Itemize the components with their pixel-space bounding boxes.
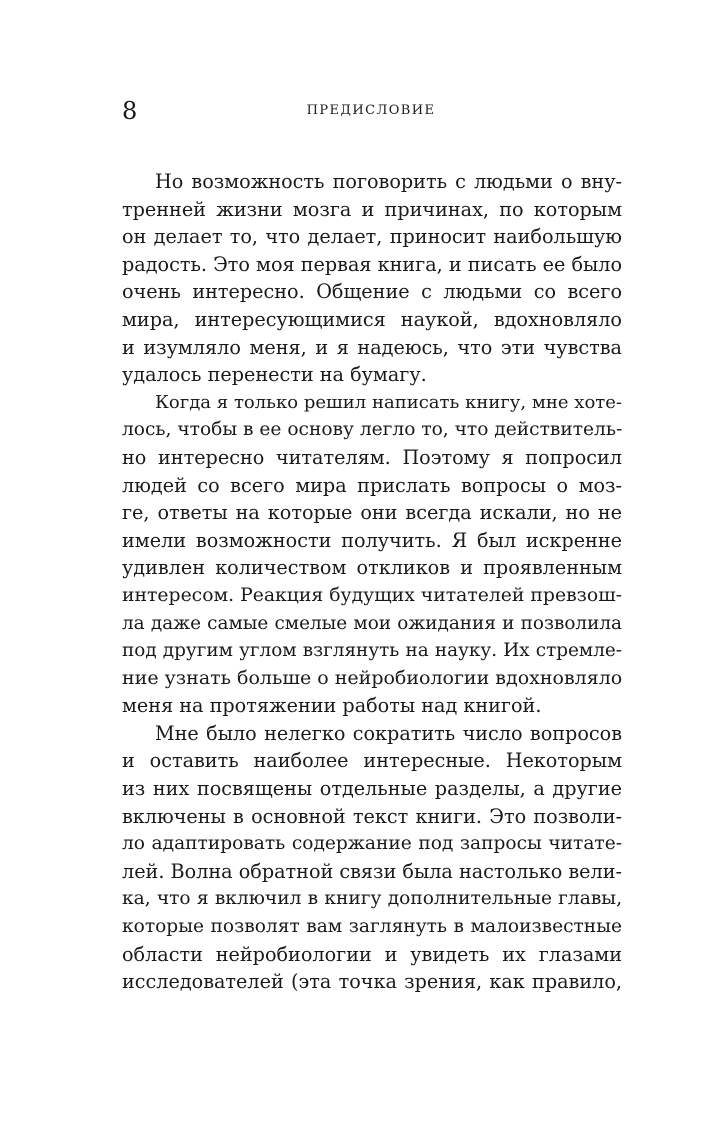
paragraph-3-line-2: и оставить наиболее интересные. Некоторым <box>122 749 622 773</box>
paragraph-3-line-4: включены в основной текст книги. Это позволи- <box>122 804 622 828</box>
paragraph-1-line-5: очень интересно. Общение с людьми со всего <box>122 280 622 304</box>
paragraph-2-line-8: интересом. Реакция будущих читателей превзош- <box>122 584 622 606</box>
paragraph-2-line-6: имели возможности получить. Я был искренне <box>122 528 622 552</box>
paragraph-1-line-6: мира, интересующимися наукой, вдохновляло <box>122 307 622 331</box>
paragraph-2-line-4: людей со всего мира прислать вопросы о моз- <box>122 473 622 497</box>
paragraph-3-line-8: которые позволят вам заглянуть в малоизвестные <box>122 916 622 938</box>
paragraph-2-line-3: но интересно читателям. Поэтому я попросил <box>122 445 622 469</box>
paragraph-2-line-1: Когда я только решил написать книгу, мне хоте- <box>155 391 622 413</box>
paragraph-3-line-1: Мне было нелегко сократить число вопросов <box>155 721 622 745</box>
running-header: ПРЕДИСЛОВИЕ <box>306 103 436 118</box>
paragraph-3-line-7: ка, что я включил в книгу дополнительные главы, <box>122 888 622 910</box>
paragraph-3-line-3: из них посвящены отдельные разделы, а другие <box>122 777 622 801</box>
paragraph-2-line-9: ла даже самые смелые мои ожидания и позволила <box>122 612 622 634</box>
paragraph-3-line-5: ло адаптировать содержание под запросы читате- <box>122 833 622 855</box>
paragraph-2-line-7: удивлен количеством откликов и проявленным <box>122 556 622 580</box>
page-number: 8 <box>122 97 138 125</box>
paragraph-1-line-8: удалось перенести на бумагу. <box>122 363 427 387</box>
paragraph-2-line-2: лось, чтобы в ее основу легло то, что действитель- <box>122 419 623 441</box>
paragraph-1-line-1: Но возможность поговорить с людьми о вну- <box>155 170 622 193</box>
paragraph-2-line-5: ге, ответы на которые они всегда искали, но не <box>122 501 622 525</box>
paragraph-3-line-9: области нейробиологии и увидеть их глазами <box>122 942 622 966</box>
paragraph-1-line-3: он делает то, что делает, приносит наибольшую <box>122 225 622 249</box>
paragraph-3-line-10: исследователей (эта точка зрения, как правило, <box>122 970 622 994</box>
paragraph-1-line-7: и изумляло меня, и я надеюсь, что эти чувства <box>122 335 622 359</box>
paragraph-2-line-10: под другим углом взглянуть на науку. Их стремле- <box>122 640 622 662</box>
paragraph-1-line-2: тренней жизни мозга и причинах, по которым <box>122 197 622 221</box>
paragraph-2-line-11: ние узнать больше о нейробиологии вдохновляло <box>122 666 623 689</box>
paragraph-2-line-12: меня на протяжении работы над книгой. <box>122 694 542 718</box>
paragraph-3-line-6: лей. Волна обратной связи была настолько вели- <box>122 859 622 883</box>
paragraph-1-line-4: радость. Это моя первая книга, и писать ее было <box>122 252 623 276</box>
body-text <box>122 168 622 996</box>
